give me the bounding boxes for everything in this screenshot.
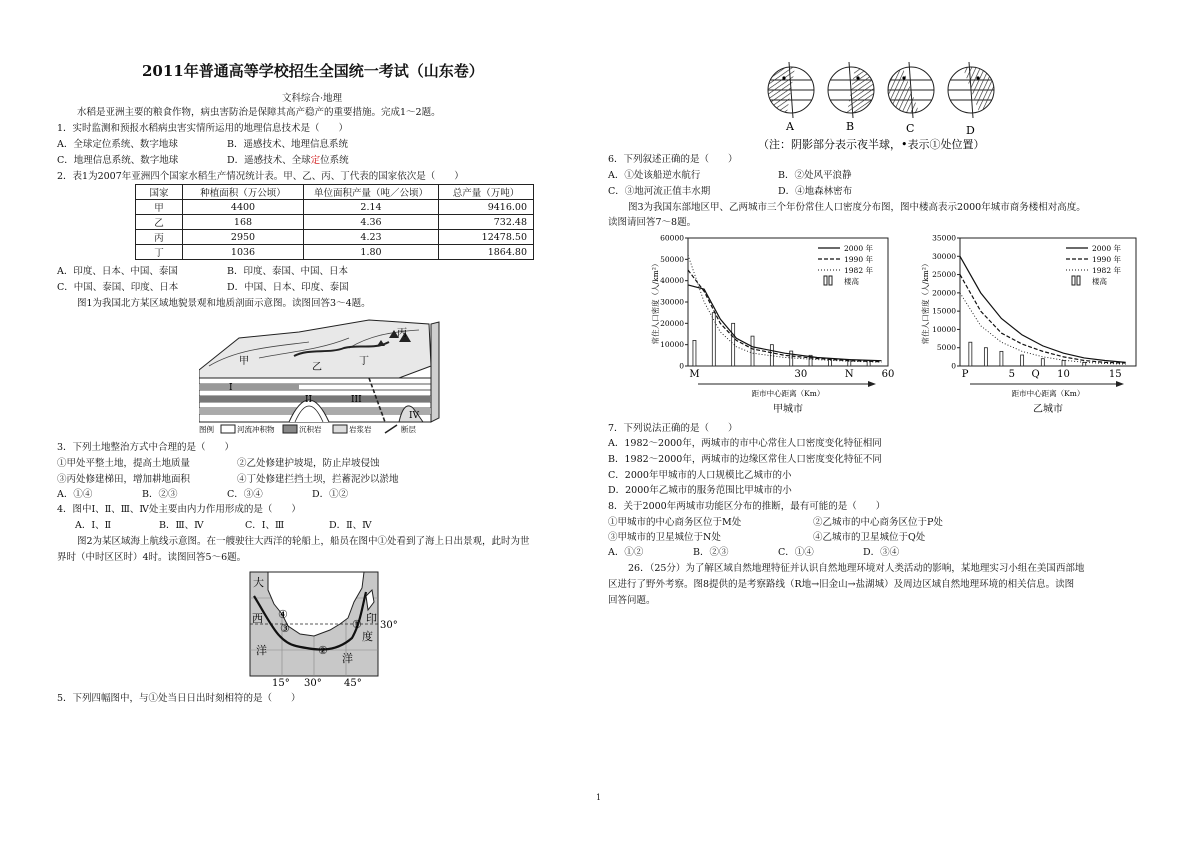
q3-stem: 3．下列土地整治方式中合理的是（ ） xyxy=(57,442,235,453)
q3-option-c: C．③④ xyxy=(227,489,263,500)
q6-stem: 6．下列叙述正确的是（ ） xyxy=(608,154,738,165)
q8-option-d: D．③④ xyxy=(863,547,900,558)
page-title: 2011年普通高等学校招生全国统一考试（山东卷） xyxy=(142,62,484,80)
building-bar xyxy=(984,348,987,366)
q1-stem: 1．实时监测和预报水稻病虫害实情所运用的地理信息技术是（ ） xyxy=(57,123,349,134)
globe-a xyxy=(764,62,814,118)
globe-b xyxy=(828,62,878,118)
chart-city-yi xyxy=(918,230,1143,420)
legend-label: 1982 年 xyxy=(1092,266,1121,275)
building-bar xyxy=(712,313,715,366)
point-3: ③ xyxy=(280,622,290,635)
page-number: 1 xyxy=(596,793,602,802)
q26-line2: 区进行了野外考察。图8提供的是考察路线（R地→旧金山→盐湖城）及周边区域自然地理环境的相关信息。读图 xyxy=(608,579,1075,590)
globe-c xyxy=(882,62,934,119)
table-header: 单位面积产量（吨／公顷） xyxy=(304,185,439,200)
x-tick-label: N xyxy=(844,369,854,380)
x-tick-label: M xyxy=(689,369,700,380)
chart-city-jia xyxy=(648,230,898,420)
table-cell: 1864.80 xyxy=(439,245,534,260)
q6-option-d: D．④地森林密布 xyxy=(778,186,853,197)
globe-label-a: A xyxy=(786,120,794,133)
x-tick-label: Q xyxy=(1031,369,1040,380)
fig1-legend xyxy=(199,424,416,434)
q4-option-d: D．Ⅱ、Ⅳ xyxy=(329,520,372,531)
q3-choice-3: ③丙处修建梯田，增加耕地面积 xyxy=(57,474,191,485)
table-cell: 乙 xyxy=(136,215,183,230)
legend-swatch xyxy=(829,276,832,285)
q7-option-d: D．2000年乙城市的服务范围比甲城市的小 xyxy=(608,485,792,496)
sea-route-map xyxy=(244,568,404,688)
q3-option-d: D．①② xyxy=(312,489,349,500)
table-cell: 4.23 xyxy=(304,230,439,245)
table-cell: 1.80 xyxy=(304,245,439,260)
chart-title: 乙城市 xyxy=(1033,404,1063,415)
svg-text:岩浆岩: 岩浆岩 xyxy=(349,425,372,434)
point-1: ① xyxy=(352,618,362,631)
y-tick-label: 40000 xyxy=(660,276,684,286)
legend-label: 1990 年 xyxy=(844,255,873,264)
legend-swatch xyxy=(1077,276,1080,285)
table-cell: 2.14 xyxy=(304,200,439,215)
building-bar xyxy=(1021,355,1024,366)
q8-choice-4: ④乙城市的卫星城位于Q处 xyxy=(813,532,926,543)
q2-option-c: C．中国、泰国、印度、日本 xyxy=(57,282,179,293)
y-axis-label: 常住人口密度（人/km²） xyxy=(651,259,660,345)
legend-swatch xyxy=(1072,276,1075,285)
y-tick-label: 15000 xyxy=(932,306,956,316)
x-tick-label: 5 xyxy=(1008,369,1015,380)
intro-q3-4: 图1为我国北方某区域地貌景观和地质剖面示意图。读图回答3～4题。 xyxy=(77,298,371,309)
building-bar xyxy=(790,351,793,366)
table-header: 种植面积（万公顷） xyxy=(183,185,304,200)
globe-d xyxy=(948,61,1000,118)
table-cell: 732.48 xyxy=(439,215,534,230)
y-tick-label: 0 xyxy=(679,361,684,371)
q8-choice-1: ①甲城市的中心商务区位于M处 xyxy=(608,517,742,528)
table-cell: 12478.50 xyxy=(439,230,534,245)
table-cell: 2950 xyxy=(183,230,304,245)
table-row xyxy=(136,230,534,245)
q4-stem: 4．图中Ⅰ、Ⅱ、Ⅲ、Ⅳ处主要由内力作用形成的是（ ） xyxy=(57,504,301,515)
q7-option-c: C．2000年甲城市的人口规模比乙城市的小 xyxy=(608,470,792,481)
x-axis-arrowhead xyxy=(1116,381,1124,387)
building-bar xyxy=(1000,351,1003,366)
y-tick-label: 25000 xyxy=(932,270,956,280)
y-tick-label: 30000 xyxy=(932,251,956,261)
label-yang-east: 洋 xyxy=(342,652,353,665)
legend-label: 2000 年 xyxy=(844,244,873,253)
q4-option-b: B．Ⅲ、Ⅳ xyxy=(159,520,204,531)
intro-q7-8-line2: 读图请回答7～8题。 xyxy=(608,217,697,228)
building-bar xyxy=(969,342,972,366)
svg-text:图例: 图例 xyxy=(199,425,214,434)
globe-label-d: D xyxy=(966,124,975,137)
q8-choice-3: ③甲城市的卫星城位于N处 xyxy=(608,532,721,543)
label-xi: 西 xyxy=(252,612,263,625)
x-axis-label: 距市中心距离（Km） xyxy=(751,389,825,398)
table-cell: 4400 xyxy=(183,200,304,215)
table-cell: 丁 xyxy=(136,245,183,260)
building-bar xyxy=(693,340,696,366)
label-jia: 甲 xyxy=(239,356,249,367)
label-bing: 丙 xyxy=(397,328,407,339)
x-tick-label: 10 xyxy=(1057,369,1070,380)
building-bar xyxy=(751,336,754,366)
point-4: ④ xyxy=(278,608,288,621)
q6-option-b: B．②处风平浪静 xyxy=(778,170,852,181)
q2-option-d: D．中国、日本、印度、泰国 xyxy=(227,282,349,293)
y-tick-label: 20000 xyxy=(660,318,684,328)
x-axis-label: 距市中心距离（Km） xyxy=(1011,389,1085,398)
building-bar xyxy=(1083,362,1086,366)
q1-option-d: D．遥感技术、全球定位系统 xyxy=(227,155,349,166)
legend-label: 1982 年 xyxy=(844,266,873,275)
q2-option-b: B．印度、泰国、中国、日本 xyxy=(227,266,348,277)
table-header: 总产量（万吨） xyxy=(439,185,534,200)
q2-option-a: A．印度、日本、中国、泰国 xyxy=(57,266,178,277)
table-row xyxy=(136,200,534,215)
label-du: 度 xyxy=(362,630,373,643)
x-tick-label: P xyxy=(961,369,969,380)
globe-label-b: B xyxy=(846,120,855,133)
label-yi: 乙 xyxy=(312,362,322,373)
y-tick-label: 20000 xyxy=(932,288,956,298)
globe-options-figure xyxy=(758,58,1018,153)
point-2: ② xyxy=(318,644,328,657)
y-tick-label: 30000 xyxy=(660,297,684,307)
q8-option-c: C．①④ xyxy=(778,547,814,558)
q26-line3: 回答问题。 xyxy=(608,595,656,606)
y-axis-label: 常住人口密度（人/km²） xyxy=(921,259,930,345)
chart-title: 甲城市 xyxy=(773,404,803,415)
q1-option-c: C．地理信息系统、数字地球 xyxy=(57,155,179,166)
svg-text:河流冲积物: 河流冲积物 xyxy=(237,425,275,434)
intro-q1-2: 水稻是亚洲主要的粮食作物，病虫害防治是保障其高产稳产的重要措施。完成1～2题。 xyxy=(77,107,441,118)
y-tick-label: 10000 xyxy=(660,340,684,350)
q8-choice-2: ②乙城市的中心商务区位于P处 xyxy=(813,517,943,528)
label-roman-4: IV xyxy=(409,411,420,421)
globe-note: （注：阴影部分表示夜半球，•表示①处位置） xyxy=(758,138,985,151)
label-ding: 丁 xyxy=(359,356,369,367)
q3-option-b: B．②③ xyxy=(142,489,178,500)
table-cell: 丙 xyxy=(136,230,183,245)
y-tick-label: 0 xyxy=(951,361,956,371)
table-row xyxy=(136,245,534,260)
q5-stem: 5．下列四幅图中，与①处当日日出时刻相符的是（ ） xyxy=(57,693,301,704)
y-tick-label: 5000 xyxy=(936,343,956,353)
y-tick-label: 10000 xyxy=(932,324,956,334)
legend-label: 楼高 xyxy=(1092,277,1107,286)
table-cell: 9416.00 xyxy=(439,200,534,215)
q6-option-a: A．①处该船逆水航行 xyxy=(608,170,701,181)
x-tick-label: 60 xyxy=(881,369,895,380)
page-subtitle: 文科综合·地理 xyxy=(282,93,343,104)
q3-choice-4: ④丁处修建拦挡土坝，拦蓄泥沙以淤地 xyxy=(237,474,399,485)
q1-option-b: B．遥感技术、地理信息系统 xyxy=(227,139,348,150)
lat-label: 30° xyxy=(380,620,398,631)
q7-stem: 7．下列说法正确的是（ ） xyxy=(608,423,738,434)
q2-stem: 2．表1为2007年亚洲四个国家水稻生产情况统计表。甲、乙、丙、丁代表的国家依次是（ ） xyxy=(57,171,464,182)
q6-option-c: C．③地河流正值丰水期 xyxy=(608,186,711,197)
table-header: 国家 xyxy=(136,185,183,200)
q3-choice-1: ①甲处平整土地，提高土地质量 xyxy=(57,458,191,469)
table-header-row xyxy=(136,185,534,200)
y-tick-label: 50000 xyxy=(660,254,684,264)
legend-label: 2000 年 xyxy=(1092,244,1121,253)
legend-label: 1990 年 xyxy=(1092,255,1121,264)
q4-option-a: A．Ⅰ、Ⅱ xyxy=(75,520,112,531)
x-tick-label: 30 xyxy=(794,369,808,380)
intro-q5-6-line2: 界时（中时区区时）4时。读图回答5～6题。 xyxy=(57,552,247,563)
q8-option-b: B．②③ xyxy=(693,547,729,558)
q7-option-a: A．1982～2000年，两城市的市中心常住人口密度变化特征相同 xyxy=(608,438,882,449)
label-roman-1: I xyxy=(229,383,233,393)
table-cell: 4.36 xyxy=(304,215,439,230)
label-yin: 印 xyxy=(366,612,377,625)
label-roman-2: II xyxy=(305,395,313,405)
svg-text:沉积岩: 沉积岩 xyxy=(299,425,322,434)
rice-production-table xyxy=(135,184,534,260)
label-yang-west: 洋 xyxy=(256,644,267,657)
legend-label: 楼高 xyxy=(844,277,859,286)
y-tick-label: 60000 xyxy=(660,233,684,243)
lon-45-label: 45° xyxy=(344,678,362,688)
q8-option-a: A．①② xyxy=(608,547,644,558)
lon-30-label: 30° xyxy=(304,678,322,688)
globe-label-c: C xyxy=(906,122,915,135)
x-tick-label: 15 xyxy=(1108,369,1122,380)
label-roman-3: III xyxy=(351,395,362,405)
legend-swatch xyxy=(824,276,827,285)
x-axis-arrowhead xyxy=(868,381,876,387)
q7-option-b: B．1982～2000年，两城市的边缘区常住人口密度变化特征不同 xyxy=(608,454,882,465)
table-row xyxy=(136,215,534,230)
intro-q5-6-line1: 图2为某区域海上航线示意图。在一艘驶往大西洋的轮船上，船员在图中①处看到了海上日出景观，此时为世 xyxy=(77,536,530,547)
label-da: 大 xyxy=(253,576,264,589)
intro-q7-8-line1: 图3为我国东部地区甲、乙两城市三个年份常住人口密度分布图，图中楼高表示2000年城市商务楼相对高度。 xyxy=(628,202,1086,213)
building-bar xyxy=(1041,359,1044,366)
table-cell: 1036 xyxy=(183,245,304,260)
table-cell: 甲 xyxy=(136,200,183,215)
q26-line1: 26．（25分）为了解区域自然地理特征并认识自然地理环境对人类活动的影响，某地理实习小组在美国西部地 xyxy=(628,563,1085,574)
building-bar xyxy=(1062,361,1065,366)
y-tick-label: 35000 xyxy=(932,233,956,243)
q3-choice-2: ②乙处修建护坡堤，防止岸坡侵蚀 xyxy=(237,458,380,469)
svg-text:断层: 断层 xyxy=(401,425,416,434)
q4-option-c: C．Ⅰ、Ⅲ xyxy=(245,520,285,531)
q3-option-a: A．①④ xyxy=(57,489,93,500)
q8-stem: 8．关于2000年两城市功能区分布的推断，最有可能的是（ ） xyxy=(608,501,886,512)
lon-15-label: 15° xyxy=(272,678,290,688)
q1-option-a: A．全球定位系统、数字地球 xyxy=(57,139,178,150)
table-cell: 168 xyxy=(183,215,304,230)
landform-block-diagram xyxy=(199,318,489,436)
